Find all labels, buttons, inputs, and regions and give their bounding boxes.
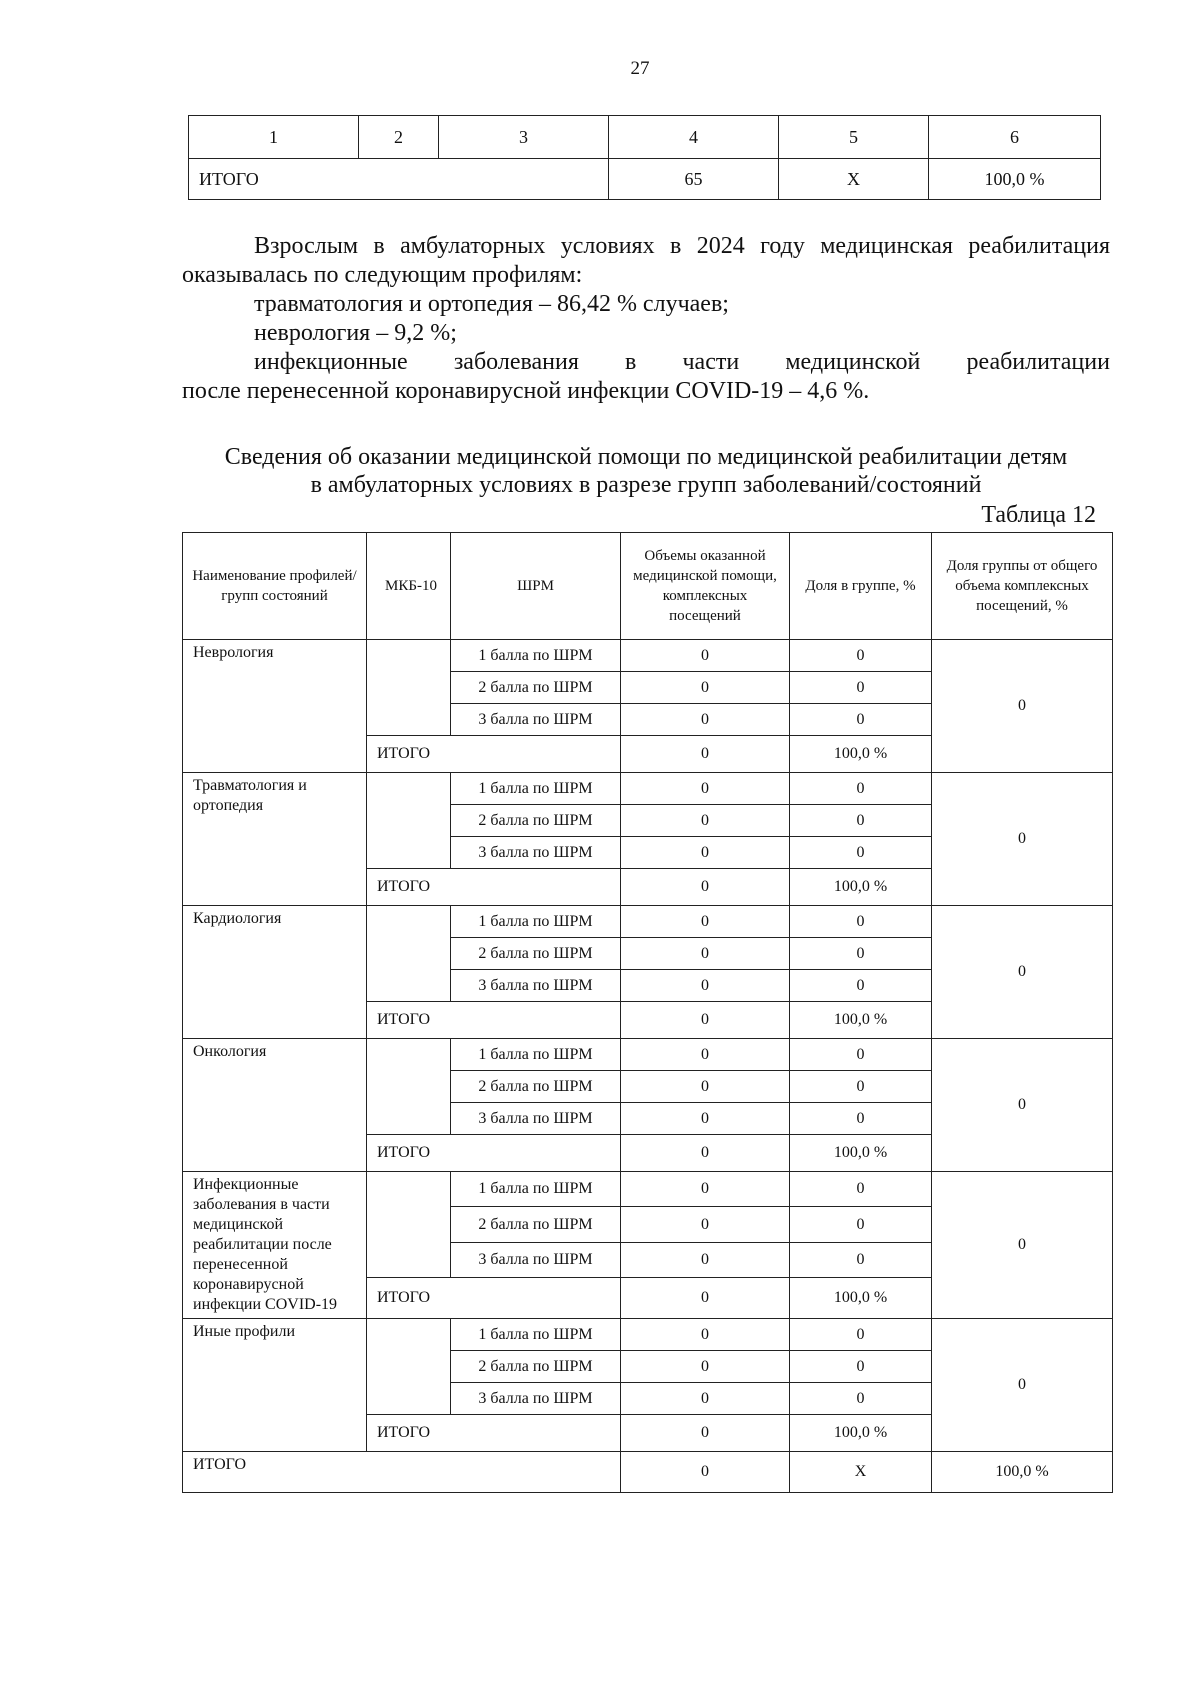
group-total-volume: 0 [621,1415,790,1452]
shrm-level: 1 балла по ШРМ [451,773,621,805]
volume-value: 0 [621,1039,790,1071]
word: реабилитации [966,349,1110,375]
volume-value: 0 [621,773,790,805]
column-number: 3 [439,116,609,159]
shrm-level: 3 балла по ШРМ [451,1383,621,1415]
group-total-label: ИТОГО [367,1002,621,1039]
table-row [183,1172,1113,1207]
group-share: 0 [932,906,1113,1039]
volume-value: 0 [621,1071,790,1103]
group-name: Травматология и ортопедия [183,773,367,906]
group-total-volume: 0 [621,1278,790,1319]
share-in-group: 0 [790,938,932,970]
group-total-label: ИТОГО [367,736,621,773]
group-name: Кардиология [183,906,367,1039]
group-total-volume: 0 [621,1002,790,1039]
group-total-volume: 0 [621,1135,790,1172]
volume-value: 0 [621,1319,790,1351]
volume-value: 0 [621,938,790,970]
share-in-group: 0 [790,1071,932,1103]
total-value: 100,0 % [929,159,1101,200]
word: инфекционные [254,349,408,375]
word: заболевания [453,349,579,375]
group-total-share: 100,0 % [790,869,932,906]
share-in-group: 0 [790,1351,932,1383]
share-in-group: 0 [790,1103,932,1135]
header-row [183,533,1113,640]
share-in-group: 0 [790,1207,932,1242]
word: медицинской [785,349,921,375]
shrm-level: 2 балла по ШРМ [451,1207,621,1242]
share-in-group: 0 [790,1039,932,1071]
word: в [625,349,637,375]
share-in-group: 0 [790,704,932,736]
table-row [183,640,1113,672]
body-paragraph [182,232,1110,406]
mkb-code-cell [367,1319,451,1415]
group-total-share: 100,0 % [790,1002,932,1039]
volume-value: 0 [621,640,790,672]
paragraph-line: оказывалась по следующим профилям: [182,262,583,288]
paragraph-line: после перенесенной коронавирусной инфекции COVID-19 – 4,6 %. [182,378,870,404]
column-header: Доля группы от общего объема комплексных посещений, % [932,533,1113,640]
group-name: Неврология [183,640,367,773]
share-in-group: 0 [790,1319,932,1351]
group-share: 0 [932,1172,1113,1319]
caption-line: в амбулаторных условиях в разрезе групп заболеваний/состояний [310,472,982,498]
grand-total-group-share: 100,0 % [932,1452,1113,1493]
mkb-code-cell [367,773,451,869]
shrm-level: 3 балла по ШРМ [451,970,621,1002]
group-total-share: 100,0 % [790,1278,932,1319]
table-row [183,906,1113,938]
group-total-share: 100,0 % [790,1415,932,1452]
share-in-group: 0 [790,906,932,938]
table-caption [182,443,1110,499]
volume-value: 0 [621,1242,790,1277]
volume-value: 0 [621,1103,790,1135]
column-number: 5 [779,116,929,159]
total-value: 65 [609,159,779,200]
volume-value: 0 [621,1172,790,1207]
total-row [189,159,1101,200]
shrm-level: 3 балла по ШРМ [451,704,621,736]
group-total-share: 100,0 % [790,1135,932,1172]
page-number: 27 [630,58,650,79]
rehabilitation-table [182,532,1113,1493]
grand-total-share: Х [790,1452,932,1493]
share-in-group: 0 [790,970,932,1002]
shrm-level: 2 балла по ШРМ [451,672,621,704]
list-item: травматология и ортопедия – 86,42 % случаев; [254,291,729,317]
share-in-group: 0 [790,672,932,704]
volume-value: 0 [621,805,790,837]
table-row [183,1039,1113,1071]
list-item [182,348,1110,377]
volume-value: 0 [621,1351,790,1383]
grand-total-label: ИТОГО [183,1452,621,1493]
column-number: 4 [609,116,779,159]
volume-value: 0 [621,704,790,736]
group-name: Иные профили [183,1319,367,1452]
table-number: Таблица 12 [981,502,1096,528]
mkb-code-cell [367,1172,451,1278]
group-total-volume: 0 [621,869,790,906]
shrm-level: 2 балла по ШРМ [451,938,621,970]
shrm-level: 1 балла по ШРМ [451,1319,621,1351]
grand-total-volume: 0 [621,1452,790,1493]
group-share: 0 [932,640,1113,773]
shrm-level: 2 балла по ШРМ [451,1351,621,1383]
column-number: 6 [929,116,1101,159]
shrm-level: 3 балла по ШРМ [451,1103,621,1135]
volume-value: 0 [621,837,790,869]
volume-value: 0 [621,906,790,938]
previous-table-continuation [188,115,1101,200]
caption-line: Сведения об оказании медицинской помощи по медицинской реабилитации детям [224,444,1068,470]
table-row [183,1319,1113,1351]
group-total-label: ИТОГО [367,1278,621,1319]
group-name: Онкология [183,1039,367,1172]
column-header: ШРМ [451,533,621,640]
shrm-level: 2 балла по ШРМ [451,805,621,837]
table-body [183,640,1113,1452]
volume-value: 0 [621,1383,790,1415]
group-name: Инфекционные заболевания в части медицинской реабилитации после перенесенной коронавирусной инфекции COVID-19 [183,1172,367,1319]
volume-value: 0 [621,672,790,704]
column-number: 1 [189,116,359,159]
group-total-share: 100,0 % [790,736,932,773]
shrm-level: 1 балла по ШРМ [451,640,621,672]
shrm-level: 3 балла по ШРМ [451,837,621,869]
group-total-label: ИТОГО [367,1135,621,1172]
column-number: 2 [359,116,439,159]
share-in-group: 0 [790,1172,932,1207]
total-value: Х [779,159,929,200]
column-header: Наименование профилей/групп состояний [183,533,367,640]
group-share: 0 [932,773,1113,906]
group-total-label: ИТОГО [367,1415,621,1452]
shrm-level: 2 балла по ШРМ [451,1071,621,1103]
column-header: Объемы оказанной медицинской помощи, комплексных посещений [621,533,790,640]
list-item: неврология – 9,2 %; [254,320,457,346]
share-in-group: 0 [790,837,932,869]
shrm-level: 3 балла по ШРМ [451,1242,621,1277]
volume-value: 0 [621,1207,790,1242]
table-row [183,773,1113,805]
column-header: Доля в группе, % [790,533,932,640]
share-in-group: 0 [790,1242,932,1277]
group-share: 0 [932,1319,1113,1452]
group-total-volume: 0 [621,736,790,773]
mkb-code-cell [367,640,451,736]
volume-value: 0 [621,970,790,1002]
column-header: МКБ-10 [367,533,451,640]
word: части [682,349,740,375]
group-total-label: ИТОГО [367,869,621,906]
mkb-code-cell [367,906,451,1002]
shrm-level: 1 балла по ШРМ [451,1039,621,1071]
share-in-group: 0 [790,773,932,805]
group-share: 0 [932,1039,1113,1172]
total-label: ИТОГО [189,159,609,200]
column-number-row [189,116,1101,159]
paragraph-line: Взрослым в амбулаторных условиях в 2024 году медицинская реабилитация [254,233,1110,259]
share-in-group: 0 [790,1383,932,1415]
mkb-code-cell [367,1039,451,1135]
share-in-group: 0 [790,805,932,837]
shrm-level: 1 балла по ШРМ [451,906,621,938]
grand-total-row [183,1452,1113,1493]
share-in-group: 0 [790,640,932,672]
shrm-level: 1 балла по ШРМ [451,1172,621,1207]
